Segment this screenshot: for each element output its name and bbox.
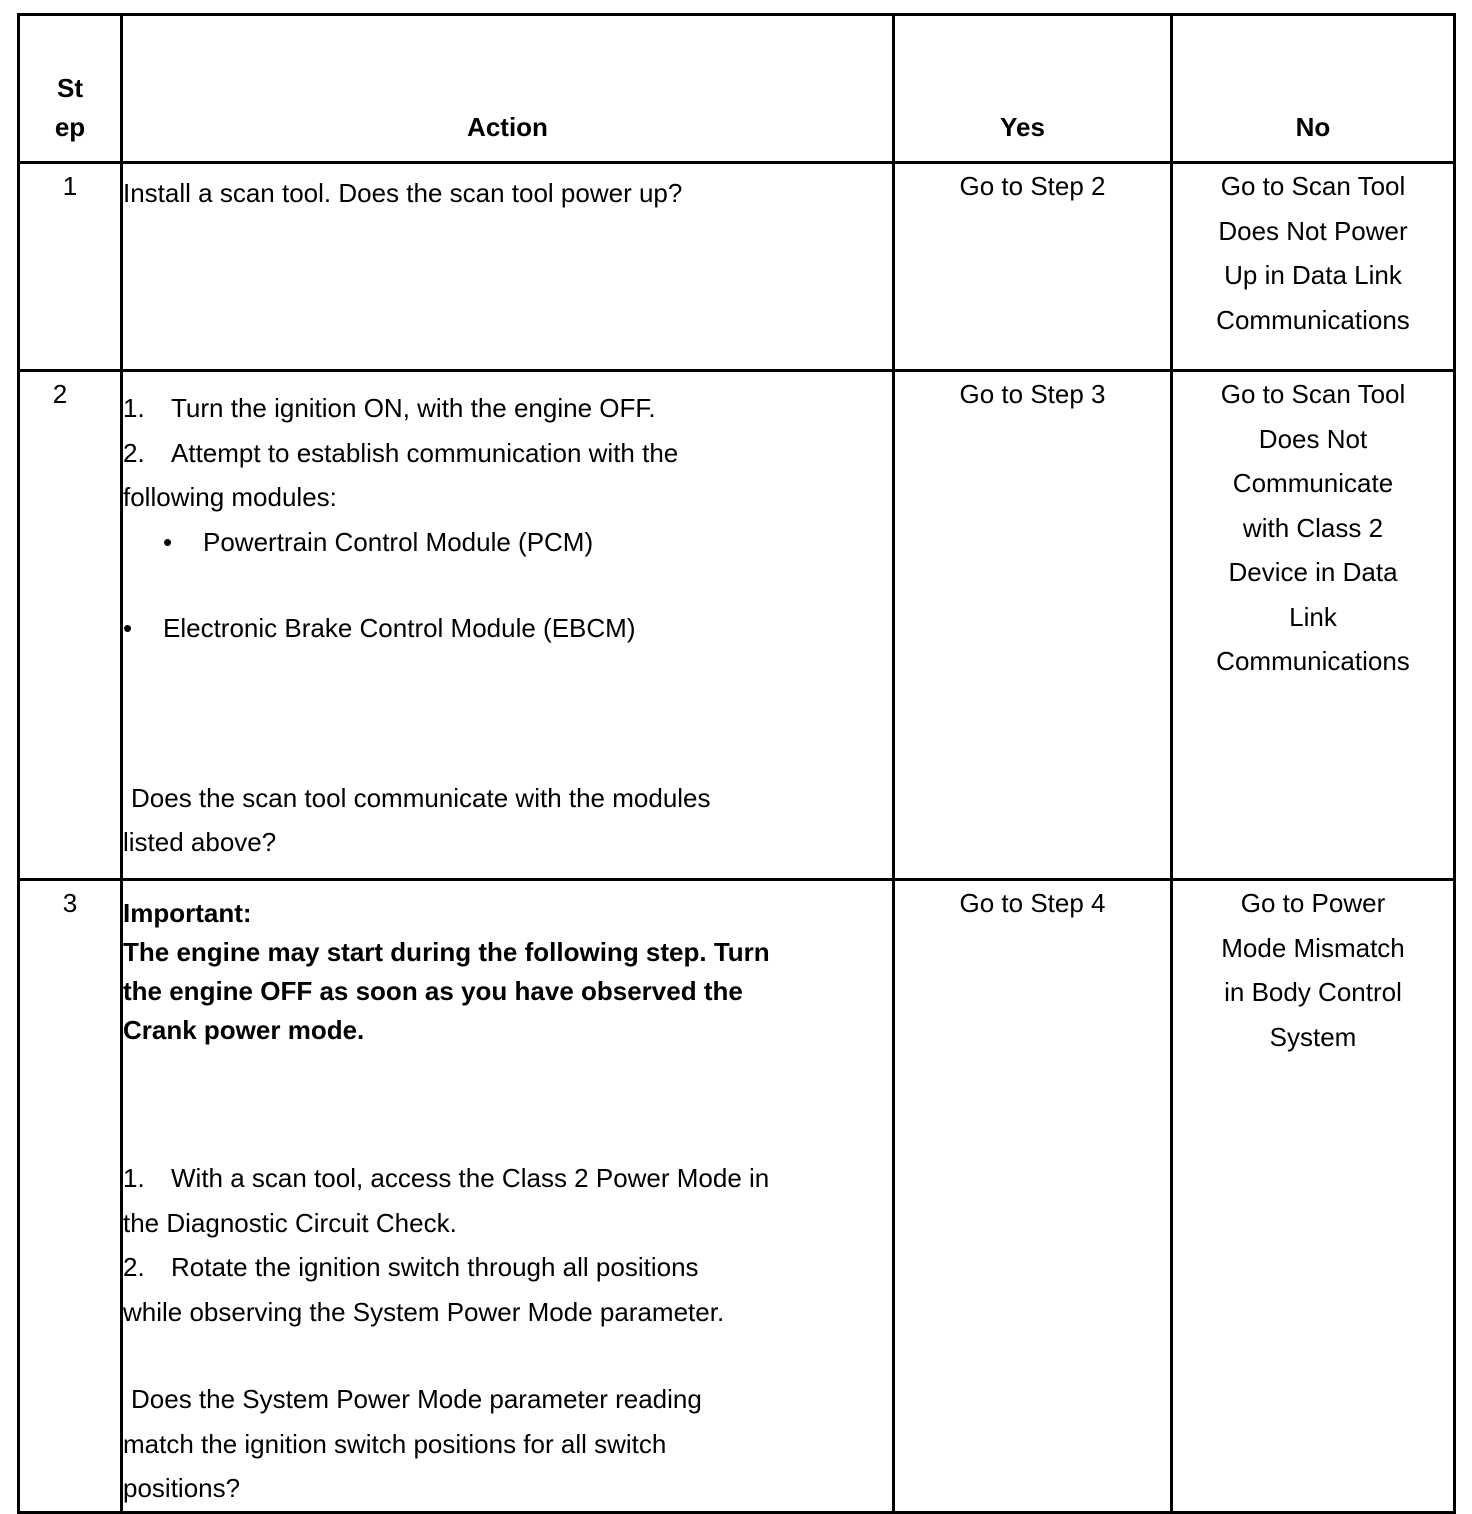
yes-result bbox=[894, 880, 1172, 1513]
item-number: 2. bbox=[123, 1252, 145, 1282]
no-text-line: Communications bbox=[1216, 646, 1410, 676]
no-text-line: Go to Scan Tool bbox=[1220, 379, 1406, 409]
no-result bbox=[1172, 371, 1455, 880]
table-row bbox=[19, 371, 1455, 880]
step-number: 1 bbox=[19, 163, 122, 371]
numbered-item bbox=[123, 1156, 892, 1201]
step-number: 2 bbox=[19, 371, 122, 880]
item-continuation: while observing the System Power Mode parameter. bbox=[123, 1296, 725, 1327]
no-text-line: Go to Scan Tool bbox=[1220, 171, 1406, 201]
yes-text: Go to Step 3 bbox=[959, 379, 1106, 409]
item-number: 2. bbox=[123, 437, 145, 468]
table-row bbox=[19, 880, 1455, 1513]
question-text bbox=[123, 776, 892, 821]
numbered-item bbox=[123, 386, 892, 431]
no-text-line: Communicate bbox=[1232, 468, 1394, 498]
item-text: Turn the ignition ON, with the engine OFF. bbox=[171, 393, 656, 423]
yes-text: Go to Step 2 bbox=[959, 171, 1106, 201]
header-no: No bbox=[1172, 15, 1455, 163]
no-text-line: Link bbox=[1289, 601, 1337, 632]
question-line: positions? bbox=[123, 1473, 241, 1503]
no-text-line: Communications bbox=[1216, 304, 1410, 335]
header-action: Action bbox=[122, 15, 894, 163]
question-line: match the ignition switch positions for all switch bbox=[123, 1428, 667, 1459]
yes-text: Go to Step 4 bbox=[959, 888, 1106, 918]
no-text-line: Go to Power bbox=[1240, 888, 1386, 918]
question-line: Does the scan tool communicate with the modules bbox=[131, 782, 711, 813]
numbered-item bbox=[123, 1245, 892, 1290]
header-step-line: St bbox=[57, 73, 83, 103]
no-text-line: with Class 2 bbox=[1242, 512, 1384, 543]
item-text: With a scan tool, access the Class 2 Power Mode in bbox=[171, 1163, 770, 1193]
important-note-line: Crank power mode. bbox=[123, 1015, 365, 1045]
no-text-line: Device in Data bbox=[1228, 557, 1398, 587]
question-line: listed above? bbox=[123, 827, 277, 857]
bullet-icon: • bbox=[123, 613, 133, 643]
item-continuation: following modules: bbox=[123, 482, 337, 512]
no-result bbox=[1172, 880, 1455, 1513]
important-note-line: The engine may start during the following step. Turn bbox=[123, 937, 770, 967]
bullet-icon: • bbox=[163, 526, 173, 557]
bullet-item bbox=[123, 520, 892, 565]
bullet-text: Powertrain Control Module (PCM) bbox=[203, 526, 594, 557]
header-yes: Yes bbox=[894, 15, 1172, 163]
no-text-line: Mode Mismatch bbox=[1221, 932, 1405, 963]
no-text-line: Up in Data Link bbox=[1224, 260, 1402, 290]
important-note-line: the engine OFF as soon as you have observed the bbox=[123, 976, 743, 1006]
item-text: Rotate the ignition switch through all positions bbox=[171, 1252, 699, 1282]
action-cell bbox=[122, 371, 894, 880]
bullet-text: Electronic Brake Control Module (EBCM) bbox=[163, 613, 636, 643]
no-text-line: Does Not bbox=[1258, 423, 1368, 454]
yes-result bbox=[894, 371, 1172, 880]
item-number: 1. bbox=[123, 1163, 145, 1193]
no-text-line: in Body Control bbox=[1224, 977, 1402, 1007]
table-row bbox=[19, 163, 1455, 371]
yes-result bbox=[894, 163, 1172, 371]
item-number: 1. bbox=[123, 393, 145, 423]
item-continuation: the Diagnostic Circuit Check. bbox=[123, 1207, 457, 1238]
action-cell bbox=[122, 163, 894, 371]
header-step-line: ep bbox=[54, 112, 86, 142]
numbered-item bbox=[123, 431, 892, 476]
action-cell bbox=[122, 880, 894, 1513]
no-text-line: System bbox=[1269, 1021, 1357, 1052]
header-step bbox=[19, 15, 122, 163]
action-text: Install a scan tool. Does the scan tool power up? bbox=[123, 178, 683, 208]
diagnostic-table bbox=[17, 13, 1456, 1514]
item-text: Attempt to establish communication with the bbox=[171, 437, 679, 468]
step-number: 3 bbox=[19, 880, 122, 1513]
question-line: Does the System Power Mode parameter reading bbox=[131, 1384, 702, 1414]
no-result bbox=[1172, 163, 1455, 371]
header-row bbox=[19, 15, 1455, 163]
no-text-line: Does Not Power bbox=[1218, 215, 1408, 246]
question-text bbox=[123, 1377, 892, 1422]
important-label: Important: bbox=[123, 898, 252, 928]
bullet-item bbox=[123, 606, 892, 651]
